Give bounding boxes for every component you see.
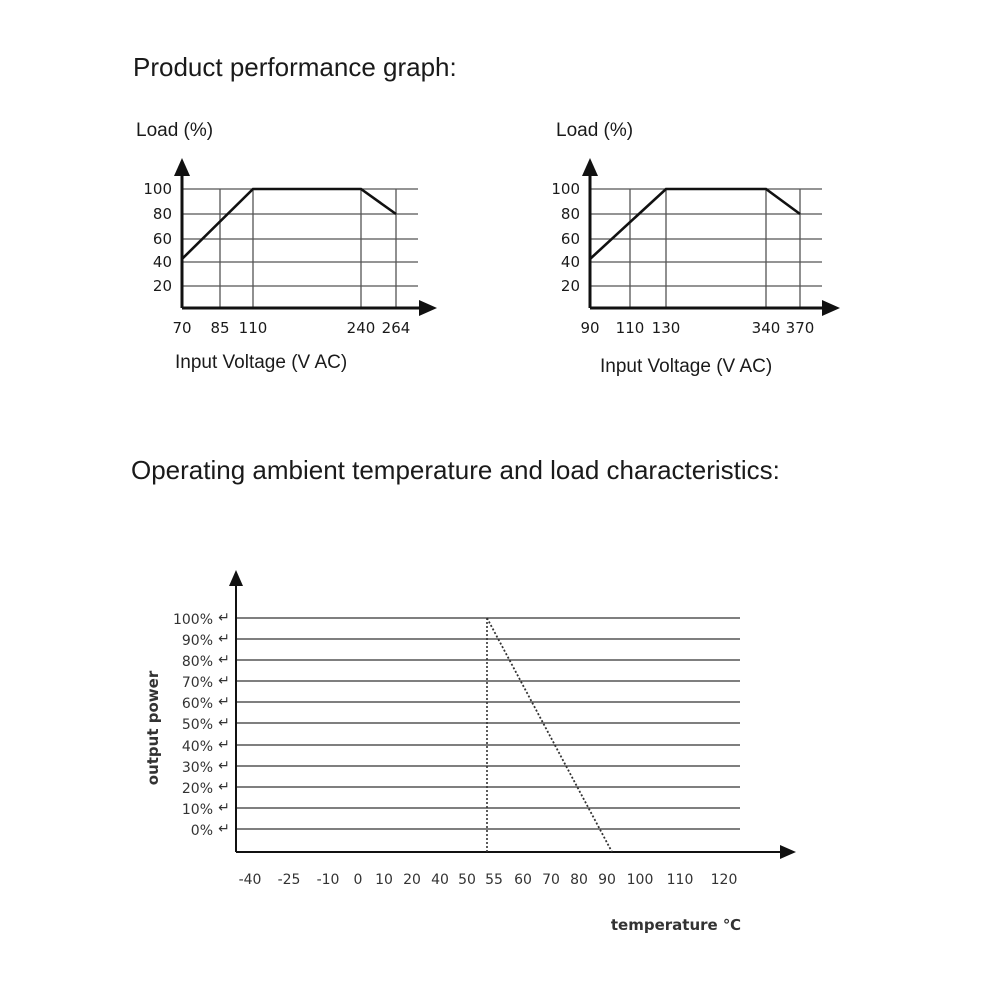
x-tick-label: 110 <box>615 319 645 337</box>
y-tick-label: 80 <box>152 205 172 223</box>
return-mark: ↵ <box>218 758 230 774</box>
performance-heading: Product performance graph: <box>133 52 457 82</box>
return-mark: ↵ <box>218 800 230 816</box>
x-tick-label: 110 <box>238 319 268 337</box>
y-axis-title: output power <box>144 670 162 786</box>
y-tick-label: 90% <box>181 633 213 649</box>
return-mark: ↵ <box>218 673 230 689</box>
y-tick-label: 30% <box>181 760 213 776</box>
load-series-line <box>182 189 396 259</box>
x-axis-arrow <box>780 845 796 859</box>
return-mark: ↵ <box>218 631 230 647</box>
x-tick-label: 100 <box>626 872 654 888</box>
y-tick-label: 40 <box>560 253 580 271</box>
x-tick-label: 370 <box>785 319 815 337</box>
y-tick-label: 60 <box>152 230 172 248</box>
y-axis-arrow <box>229 570 243 586</box>
y-tick-label: 40% <box>181 739 213 755</box>
y-tick-label: 70% <box>181 675 213 691</box>
temperature-heading: Operating ambient temperature and load characteristics: <box>131 455 780 485</box>
x-tick-label: 240 <box>346 319 376 337</box>
x-tick-label: 110 <box>666 872 694 888</box>
y-tick-label: 80 <box>560 205 580 223</box>
y-tick-label: 80% <box>181 654 213 670</box>
y-tick-label: 60 <box>560 230 580 248</box>
return-mark: ↵ <box>218 610 230 626</box>
x-tick-label: 264 <box>381 319 411 337</box>
x-axis-arrow <box>822 300 840 316</box>
y-tick-label: 50% <box>181 717 213 733</box>
x-tick-label: 340 <box>751 319 781 337</box>
y-tick-label: 100% <box>172 612 213 628</box>
x-tick-label: -25 <box>277 872 301 888</box>
return-mark: ↵ <box>218 652 230 668</box>
x-tick-label: 10 <box>375 872 393 888</box>
load-series-line <box>590 189 800 259</box>
y-axis-title: Load (%) <box>556 120 634 141</box>
y-tick-label: 20 <box>152 277 172 295</box>
x-axis-title: Input Voltage (V AC) <box>600 356 773 377</box>
x-tick-label: 90 <box>580 319 600 337</box>
x-tick-label: 80 <box>570 872 588 888</box>
x-tick-label: -10 <box>316 872 340 888</box>
x-tick-label: 55 <box>485 872 503 888</box>
y-axis-arrow <box>582 158 598 176</box>
x-tick-label: 0 <box>353 872 363 888</box>
y-tick-label: 40 <box>152 253 172 271</box>
y-tick-label: 100 <box>551 180 580 198</box>
y-tick-label: 100 <box>143 180 172 198</box>
x-axis-title: temperature ℃ <box>610 916 742 934</box>
return-mark: ↵ <box>218 737 230 753</box>
x-tick-label: 60 <box>514 872 532 888</box>
x-tick-label: 85 <box>210 319 230 337</box>
return-mark: ↵ <box>218 779 230 795</box>
y-axis-arrow <box>174 158 190 176</box>
x-axis-arrow <box>419 300 437 316</box>
return-mark: ↵ <box>218 694 230 710</box>
x-tick-label: 70 <box>542 872 560 888</box>
y-tick-label: 20% <box>181 781 213 797</box>
x-axis-title: Input Voltage (V AC) <box>175 352 348 373</box>
x-tick-label: 40 <box>431 872 449 888</box>
x-tick-label: 130 <box>651 319 681 337</box>
y-tick-label: 20 <box>560 277 580 295</box>
x-tick-label: 70 <box>172 319 192 337</box>
derating-series-line <box>487 618 612 852</box>
return-mark: ↵ <box>218 715 230 731</box>
return-mark: ↵ <box>218 821 230 837</box>
y-tick-label: 60% <box>181 696 213 712</box>
x-tick-label: 20 <box>403 872 421 888</box>
x-tick-label: -40 <box>238 872 262 888</box>
y-axis-title: Load (%) <box>136 120 214 141</box>
y-tick-label: 10% <box>181 802 213 818</box>
x-tick-label: 120 <box>710 872 738 888</box>
y-tick-label: 0% <box>190 823 213 839</box>
x-tick-label: 90 <box>598 872 616 888</box>
x-tick-label: 50 <box>458 872 476 888</box>
